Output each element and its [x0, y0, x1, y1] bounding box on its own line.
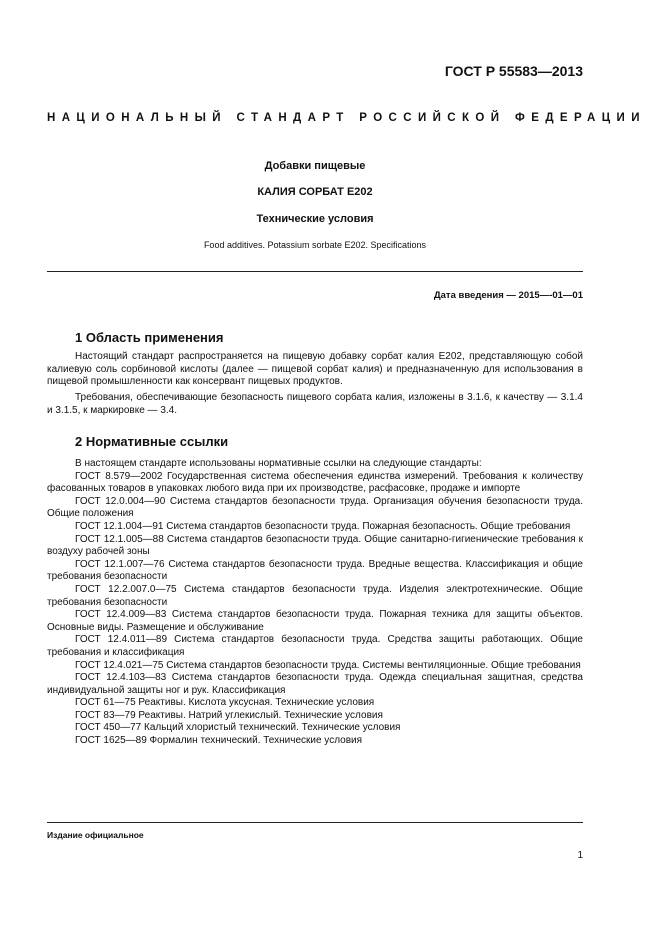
title-category: Добавки пищевые [264, 160, 366, 172]
section-2-heading: 2 Нормативные ссылки [75, 434, 229, 449]
reference-item: ГОСТ 61—75 Реактивы. Кислота уксусная. Технические условия [75, 697, 375, 709]
official-edition-note: Издание официальное [47, 830, 144, 840]
divider-top [47, 271, 583, 272]
section-1-paragraph-1 [47, 351, 583, 389]
reference-item: ГОСТ 12.1.004—91 Система стандартов безопасности труда. Пожарная безопасность. Общие требования [75, 520, 571, 532]
reference-item: ГОСТ 12.4.009—83 Система стандартов безопасности труда. Пожарная техника для защиты объектов. Основные виды. Размещение и обслуживание [47, 609, 583, 633]
reference-item: ГОСТ 12.1.007—76 Система стандартов безопасности труда. Вредные вещества. Классификация и общие требования безопасности [47, 558, 583, 583]
national-standard-banner: НАЦИОНАЛЬНЫЙ СТАНДАРТ РОССИЙСКОЙ ФЕДЕРАЦИИ [47, 112, 646, 124]
reference-item: ГОСТ 12.4.103—83 Система стандартов безопасности труда. Одежда специальная защитная, средства индивидуальной защиты ног и рук. Классификация [47, 672, 583, 696]
section-1-paragraph-1-text: Настоящий стандарт распространяется на пищевую добавку сорбат калия Е202, представляющую собой калиевую соль сорбиновой кислоты (далее — пищевой сорбат калия) и предназначенную для использования в пищевой промышленности как консервант пищевых продуктов. [47, 351, 583, 388]
reference-item: ГОСТ 8.579—2002 Государственная система обеспечения единства измерений. Требования к количеству фасованных товаров в упаковках любого вида при их производстве, расфасовке, продаже и импорте [47, 470, 583, 495]
reference-item: ГОСТ 12.4.021—75 Система стандартов безопасности труда. Системы вентиляционные. Общие требования [75, 659, 581, 671]
reference-item: ГОСТ 12.4.011—89 Система стандартов безопасности труда. Средства защиты работающих. Общие требования и классификация [47, 634, 583, 658]
section-1-heading: 1 Область применения [75, 330, 224, 345]
reference-item: ГОСТ 12.0.004—90 Система стандартов безопасности труда. Организация обучения безопасности труда. Общие положения [47, 495, 583, 520]
section-1-paragraph-2 [47, 392, 583, 417]
title-subtitle: Технические условия [256, 213, 374, 225]
reference-item: ГОСТ 12.2.007.0—75 Система стандартов безопасности труда. Изделия электротехнические. Общие требования безопасности [47, 583, 583, 608]
section-1-paragraph-2-text: Требования, обеспечивающие безопасность пищевого сорбата калия, изложены в 3.1.6, к качеству — 3.1.4 и 3.1.5, к маркировке — 3.4. [47, 392, 583, 416]
page-number: 1 [577, 850, 583, 861]
introduction-date: Дата введения — 2015—-01—01 [433, 290, 583, 301]
reference-item: ГОСТ 450—77 Кальций хлористый технический. Технические условия [75, 722, 401, 734]
title-product: КАЛИЯ СОРБАТ Е202 [257, 186, 373, 198]
reference-item: ГОСТ 12.1.005—88 Система стандартов безопасности труда. Общие санитарно-гигиенические требования к воздуху рабочей зоны [47, 533, 583, 558]
reference-item: В настоящем стандарте использованы нормативные ссылки на следующие стандарты: [75, 458, 482, 469]
document-number: ГОСТ Р 55583—2013 [444, 63, 583, 79]
normative-references-list [47, 458, 583, 748]
divider-bottom [47, 822, 583, 823]
reference-item: ГОСТ 83—79 Реактивы. Натрий углекислый. Технические условия [75, 709, 383, 721]
reference-item: ГОСТ 1625—89 Формалин технический. Технические условия [75, 735, 363, 747]
title-english: Food additives. Potassium sorbate E202. Specifications [203, 240, 427, 250]
